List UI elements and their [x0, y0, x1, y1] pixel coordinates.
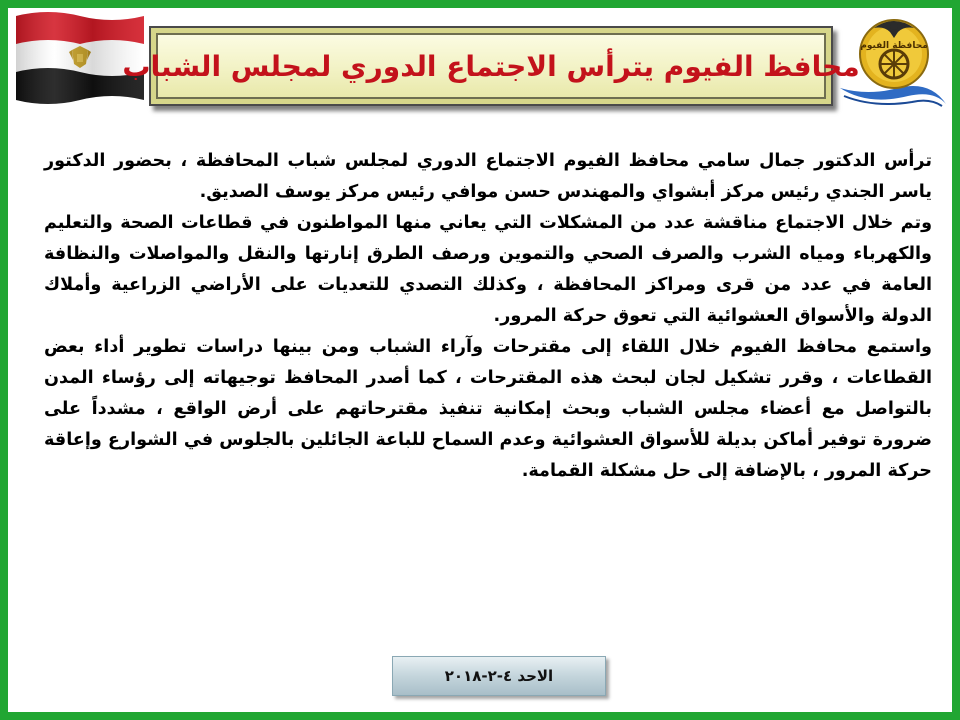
- article-paragraph-1: ترأس الدكتور جمال سامي محافظ الفيوم الاجتماع الدوري لمجلس شباب المحافظة ، بحضور الدكتور ياسر الجندي رئيس مركز أبشواي والمهندس حسن موافي رئيس مركز يوسف الصديق.: [44, 151, 932, 202]
- page-title: محافظ الفيوم يترأس الاجتماع الدوري لمجلس الشباب: [122, 49, 860, 83]
- logo-text: محافظة الفيوم: [860, 41, 928, 51]
- date-badge: [392, 656, 606, 696]
- article-paragraph-2: وتم خلال الاجتماع مناقشة عدد من المشكلات التي يعاني منها المواطنون في قطاعات الصحة والتعليم والكهرباء ومياه الشرب والصرف الصحي والتموين ورصف الطرق إنارتها والنقل والمواصلات والنظافة العامة في عدد من قرى ومراكز المحافظة ، وكذلك التصدي للتعديات على الأراضي الزراعية وأملاك الدولة والأسواق العشوائية التي تعوق حركة المرور.: [44, 213, 932, 326]
- article-paragraph-3: واستمع محافظ الفيوم خلال اللقاء إلى مقترحات وآراء الشباب ومن بينها دراسات تطوير أداء بعض القطاعات ، وقرر تشكيل لجان لبحث هذه المقترحات ، كما أصدر المحافظ توجيهاته إلى رؤساء المدن بالتواصل مع أعضاء مجلس الشباب وبحث إمكانية تنفيذ مقترحاتهم على أرض الواقع ، مشدداً على ضرورة توفير أماكن بديلة للأسواق العشوائية وعدم السماح للباعة الجائلين بالجلوس في الشوارع وإعاقة حركة المرور ، بالإضافة إلى حل مشكلة القمامة.: [44, 337, 932, 481]
- article-body: [44, 146, 932, 487]
- date-text: الاحد ٤-٢-٢٠١٨: [444, 667, 554, 685]
- title-banner: [122, 26, 860, 106]
